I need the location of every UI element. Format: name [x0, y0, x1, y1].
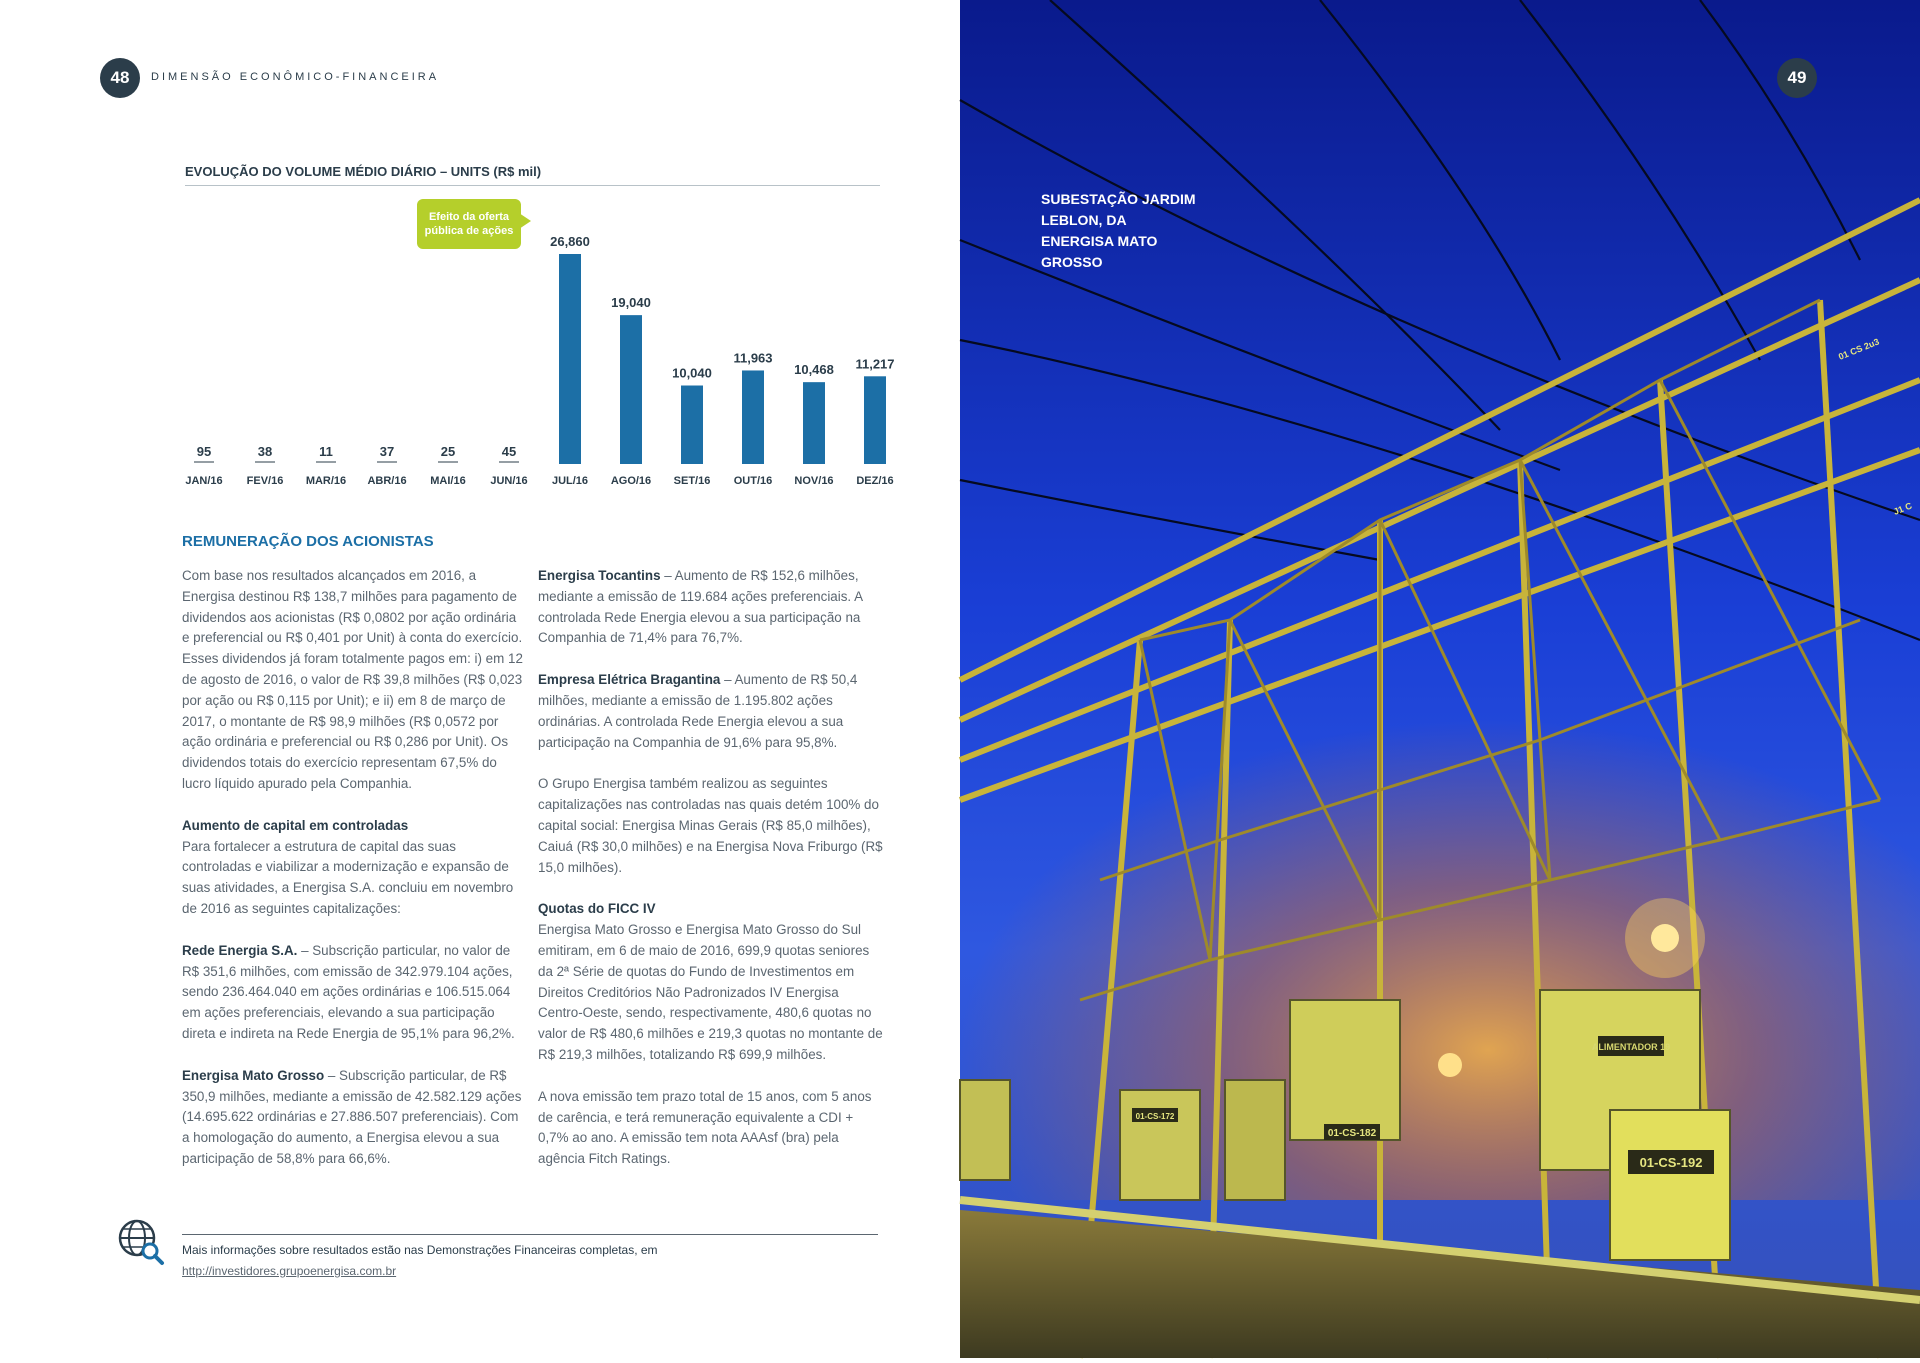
chart-value-label: 11,217	[855, 356, 895, 372]
photo-label-cs172: 01-CS-172	[1135, 1112, 1175, 1121]
chart-category-label: DEZ/16	[856, 475, 894, 487]
text-bragantina: – Aumento de R$ 50,4 milhões, mediante a emissão de 1.195.802 ações ordinárias. A controlada Rede Energia elevou a sua participação na Companhia de 91,6% para 95,8%.	[538, 672, 858, 750]
volume-bar-chart	[185, 220, 895, 500]
bold-mato-grosso: Energisa Mato Grosso	[182, 1067, 325, 1083]
chart-category-label: SET/16	[673, 475, 711, 487]
chart-bar	[864, 376, 886, 464]
paragraph-dividends: Com base nos resultados alcançados em 2016, a Energisa destinou R$ 138,7 milhões para pagamento de dividendos aos acionistas (R$ 0,0802 por ação ordinária e preferencial ou R$ 0,401 por Unit) à conta do exercício. Esses dividendos já foram totalmente pagos em: i) em 12 de agosto de 2016, o valor de R$ 39,8 milhões (R$ 0,023 por ação ou R$ 0,115 por Unit); e ii) em 8 de março de 2017, o montante de R$ 98,9 milhões (R$ 0,0572 por ação ordinária e preferencial ou R$ 0,286 por Unit). Os dividendos totais do exercício representam 67,5% do lucro líquido apurado pela Companhia.	[182, 568, 523, 791]
photo-label-cs192: 01-CS-192	[1639, 1155, 1703, 1170]
chart-value-label: 26,860	[550, 234, 590, 249]
text-mato-grosso: – Subscrição particular, de R$ 350,9 milhões, mediante a emissão de 42.582.129 ações (14.695.622 ordinárias e 27.886.507 preferenciais). Com a homologação do aumento, a Energisa elevou a sua participação de 58,8% para 66,6%.	[182, 1067, 522, 1166]
text-rede-energia: – Subscrição particular, no valor de R$ 351,6 milhões, com emissão de 342.979.104 ações, sendo 236.464.040 em ações ordinárias e 106.515.064 em ações preferenciais, elevando a sua participação direta e indireta na Rede Energia de 95,1% para 96,2%.	[182, 942, 515, 1041]
text-column-1	[182, 566, 527, 1191]
photo-label-2u3: 01 CS 2u3	[1837, 336, 1881, 362]
paragraph-mato-grosso	[182, 1066, 527, 1170]
paragraph-capital-increase	[182, 816, 527, 920]
chart-callout: Efeito da oferta pública de ações	[417, 199, 521, 249]
left-page	[0, 0, 960, 1358]
chart-value-label: 45	[501, 444, 517, 459]
footer-rule	[182, 1234, 878, 1235]
chart-category-label: JUL/16	[551, 475, 589, 487]
chart-category-label: MAI/16	[430, 475, 466, 487]
chart-value-label: 11	[319, 444, 333, 459]
bold-bragantina: Empresa Elétrica Bragantina	[538, 672, 721, 688]
section-label: DIMENSÃO ECONÔMICO-FINANCEIRA	[151, 71, 440, 83]
subheading-ficc: Quotas do FICC IV	[538, 901, 656, 917]
globe-search-icon	[117, 1218, 165, 1266]
chart-bar	[803, 382, 825, 464]
text-ficc: Energisa Mato Grosso e Energisa Mato Grosso do Sul emitiram, em 6 de maio de 2016, 699,9 quotas seniores da 2ª Série de quotas do Fundo de Investimentos em Direitos Creditórios Não Padronizados IV Energisa Centro-Oeste, sendo, respectivamente, 480,6 quotas no valor de R$ 480,6 milhões e 219,3 quotas no montante de R$ 219,3 milhões, totalizando R$ 699,9 milhões.	[538, 922, 883, 1062]
chart-title-rule	[185, 185, 880, 186]
chart-category-label: OUT/16	[733, 475, 773, 487]
subheading-capital-increase: Aumento de capital em controladas	[182, 817, 409, 833]
chart-category-label: ABR/16	[367, 475, 407, 487]
chart-category-label: JUN/16	[490, 475, 528, 487]
page-number-badge: 48	[100, 58, 140, 98]
chart-value-label: 95	[196, 444, 212, 459]
section-heading: REMUNERAÇÃO DOS ACIONISTAS	[182, 533, 434, 550]
chart-category-label: MAR/16	[305, 475, 347, 487]
chart-value-label: 10,468	[794, 362, 834, 378]
chart-value-label: 38	[257, 444, 273, 459]
paragraph-group-capitalizations: O Grupo Energisa também realizou as seguintes capitalizações nas controladas nas quais detém 100% do capital social: Energisa Minas Gerais (R$ 85,0 milhões), Caiuá (R$ 30,0 milhões) e na Energisa Nova Friburgo (R$ 15,0 milhões).	[538, 776, 883, 875]
photo-label-j1: J1 C	[1892, 500, 1914, 517]
photo-label-cs182: 01-CS-182	[1327, 1128, 1377, 1139]
paragraph-new-issue: A nova emissão tem prazo total de 15 anos, com 5 anos de carência, e terá remuneração equivalente a CDI + 0,7% ao ano. A emissão tem nota AAAsf (bra) pela agência Fitch Ratings.	[538, 1088, 872, 1167]
chart-title: EVOLUÇÃO DO VOLUME MÉDIO DIÁRIO – UNITS (R$ mil)	[185, 164, 542, 179]
page-number-badge-right: 49	[1777, 58, 1817, 98]
chart-value-label: 10,040	[672, 365, 712, 381]
chart-category-label: JAN/16	[185, 475, 223, 487]
footer-text: Mais informações sobre resultados estão nas Demonstrações Financeiras completas, em	[182, 1243, 658, 1257]
chart-category-label: FEV/16	[246, 475, 284, 487]
chart-value-label: 25	[440, 444, 456, 459]
chart-category-label: AGO/16	[610, 475, 652, 487]
chart-bar	[559, 254, 581, 464]
photo-label-alimentador: ALIMENTADOR 19	[1591, 1042, 1671, 1052]
paragraph-tocantins	[538, 566, 883, 649]
chart-bar	[681, 386, 703, 464]
text-capital-increase: Para fortalecer a estrutura de capital das suas controladas e viabilizar a modernização e expansão de suas atividades, a Energisa S.A. concluiu em novembro de 2016 as seguintes capitalizações:	[182, 838, 514, 916]
chart-value-label: 37	[379, 444, 395, 459]
chart-category-label: NOV/16	[794, 475, 834, 487]
paragraph-rede-energia	[182, 941, 527, 1045]
photo-caption: SUBESTAÇÃO JARDIM LEBLON, DA ENERGISA MATO GROSSO	[1041, 191, 1196, 270]
chart-bar	[742, 370, 764, 464]
chart-value-label: 19,040	[611, 295, 651, 311]
paragraph-bragantina	[538, 670, 883, 753]
text-column-2	[538, 566, 883, 1191]
paragraph-ficc	[538, 899, 883, 1065]
chart-value-label: 11,963	[733, 350, 773, 366]
bold-tocantins: Energisa Tocantins	[538, 568, 661, 583]
bold-rede-energia: Rede Energia S.A.	[182, 942, 298, 958]
footer-note	[182, 1240, 872, 1282]
footer-link[interactable]: http://investidores.grupoenergisa.com.br	[182, 1264, 397, 1278]
right-page	[960, 0, 1920, 1358]
chart-bar	[620, 315, 642, 464]
text-tocantins: – Aumento de R$ 152,6 milhões, mediante a emissão de 119.684 ações preferenciais. A controlada Rede Energia elevou a sua participação na Companhia de 71,4% para 76,7%.	[538, 568, 863, 646]
